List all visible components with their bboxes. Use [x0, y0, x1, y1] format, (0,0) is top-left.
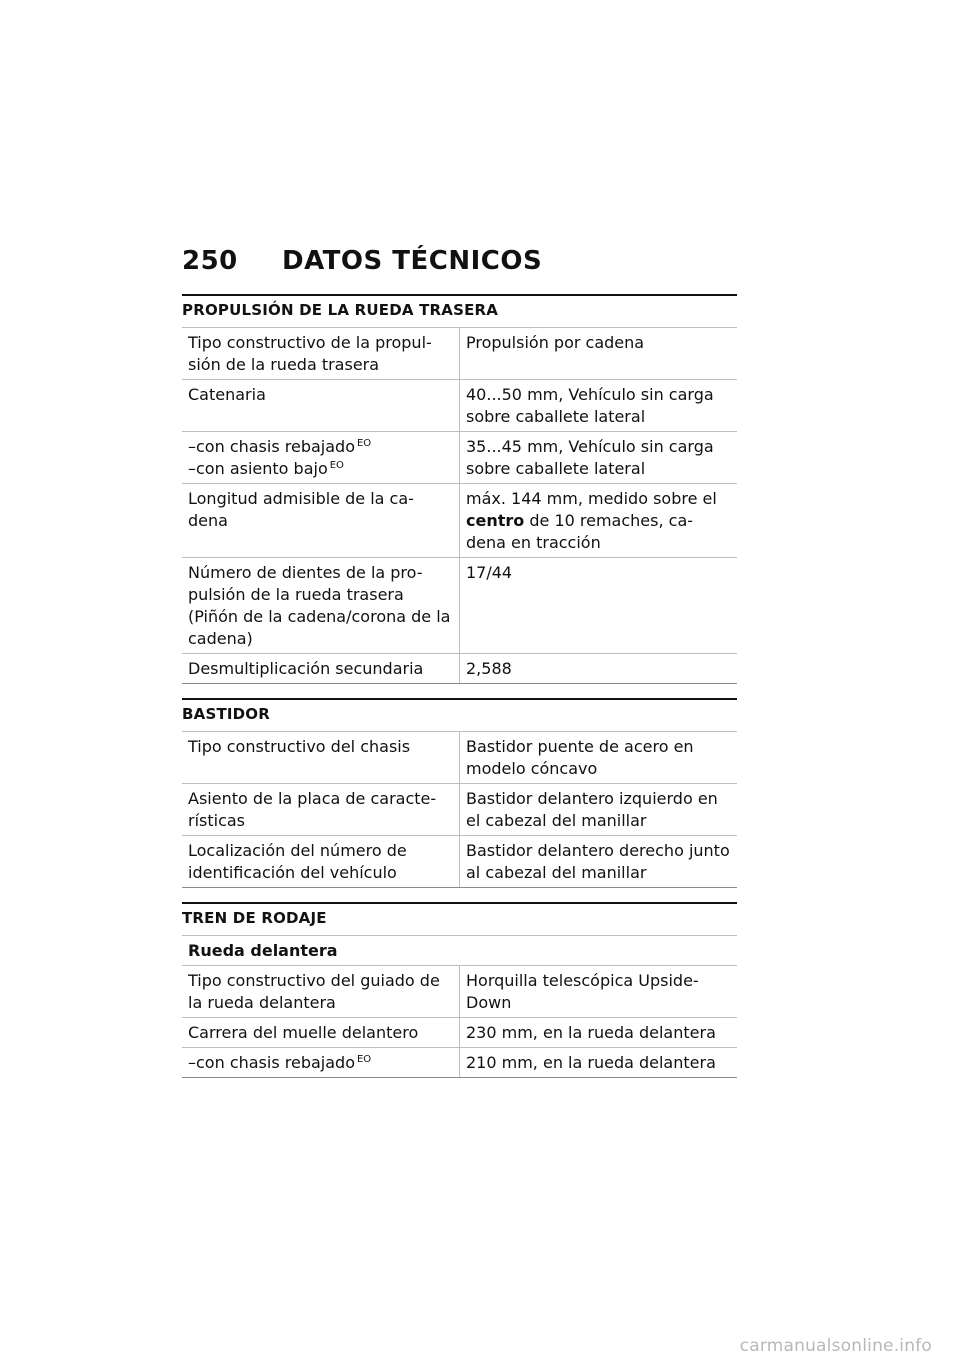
table-row	[182, 484, 737, 558]
table-row	[182, 936, 737, 966]
table-row	[182, 558, 737, 654]
spec-table	[182, 935, 737, 1078]
table-row	[182, 1048, 737, 1078]
spec-value: 2,588	[460, 654, 738, 684]
spec-label	[182, 1048, 460, 1078]
spec-label-text: –con asiento bajo	[188, 459, 328, 478]
spec-value: Bastidor delantero derecho junto al cabezal del manillar	[460, 836, 738, 888]
spec-label: Desmultiplicación secundaria	[182, 654, 460, 684]
spec-label: Tipo constructivo del chasis	[182, 732, 460, 784]
section-title: BASTIDOR	[182, 698, 737, 731]
spec-value: Bastidor puente de acero en modelo cóncavo	[460, 732, 738, 784]
table-row	[182, 836, 737, 888]
spec-label: Número de dientes de la pro-pulsión de la rueda trasera (Piñón de la cadena/corona de la cadena)	[182, 558, 460, 654]
spec-value: 17/44	[460, 558, 738, 654]
table-row	[182, 784, 737, 836]
section-title: TREN DE RODAJE	[182, 902, 737, 935]
page-number: 250	[182, 246, 238, 276]
spec-label-text: –con chasis rebajado	[188, 1053, 355, 1072]
spec-label: Carrera del muelle delantero	[182, 1018, 460, 1048]
spec-label: Asiento de la placa de caracte-rísticas	[182, 784, 460, 836]
spec-value: Propulsión por cadena	[460, 328, 738, 380]
section-propulsion	[182, 294, 737, 684]
page-title: DATOS TÉCNICOS	[282, 246, 543, 276]
spec-value: 40...50 mm, Vehículo sin carga sobre caballete lateral	[460, 380, 738, 432]
spec-value-text: de 10 remaches, ca-dena en tracción	[466, 511, 694, 552]
spec-table	[182, 731, 737, 888]
spec-label-line	[188, 436, 453, 458]
spec-label: Longitud admisible de la ca-dena	[182, 484, 460, 558]
table-row	[182, 432, 737, 484]
spec-value: 35...45 mm, Vehículo sin carga sobre caballete lateral	[460, 432, 738, 484]
spec-value: Bastidor delantero izquierdo en el cabezal del manillar	[460, 784, 738, 836]
spec-value: 210 mm, en la rueda delantera	[460, 1048, 738, 1078]
spec-label: Localización del número de identificación del vehículo	[182, 836, 460, 888]
option-marker: EO	[356, 1053, 372, 1065]
spec-label: Tipo constructivo del guiado de la rueda delantera	[182, 966, 460, 1018]
section-title: PROPULSIÓN DE LA RUEDA TRASERA	[182, 294, 737, 327]
spec-label	[182, 432, 460, 484]
table-row	[182, 732, 737, 784]
spec-value	[460, 484, 738, 558]
page-header	[182, 246, 737, 276]
table-row	[182, 966, 737, 1018]
table-row	[182, 1018, 737, 1048]
spec-table	[182, 327, 737, 684]
spec-value-text: máx. 144 mm, medido sobre el	[466, 489, 717, 508]
spec-label-line	[188, 458, 453, 480]
spec-label-text: –con chasis rebajado	[188, 437, 355, 456]
spec-label: Tipo constructivo de la propul-sión de la rueda trasera	[182, 328, 460, 380]
table-subheading: Rueda delantera	[182, 936, 737, 966]
spec-value-emphasis: centro	[466, 511, 525, 530]
option-marker: EO	[329, 459, 344, 471]
section-frame	[182, 698, 737, 888]
spec-value: 230 mm, en la rueda delantera	[460, 1018, 738, 1048]
spec-label: Catenaria	[182, 380, 460, 432]
table-row	[182, 380, 737, 432]
watermark: carmanualsonline.info	[739, 1336, 932, 1356]
table-row	[182, 328, 737, 380]
section-chassis	[182, 902, 737, 1078]
option-marker: EO	[356, 437, 372, 449]
manual-page	[182, 246, 737, 1092]
spec-value: Horquilla telescópica Upside-Down	[460, 966, 738, 1018]
table-row	[182, 654, 737, 684]
